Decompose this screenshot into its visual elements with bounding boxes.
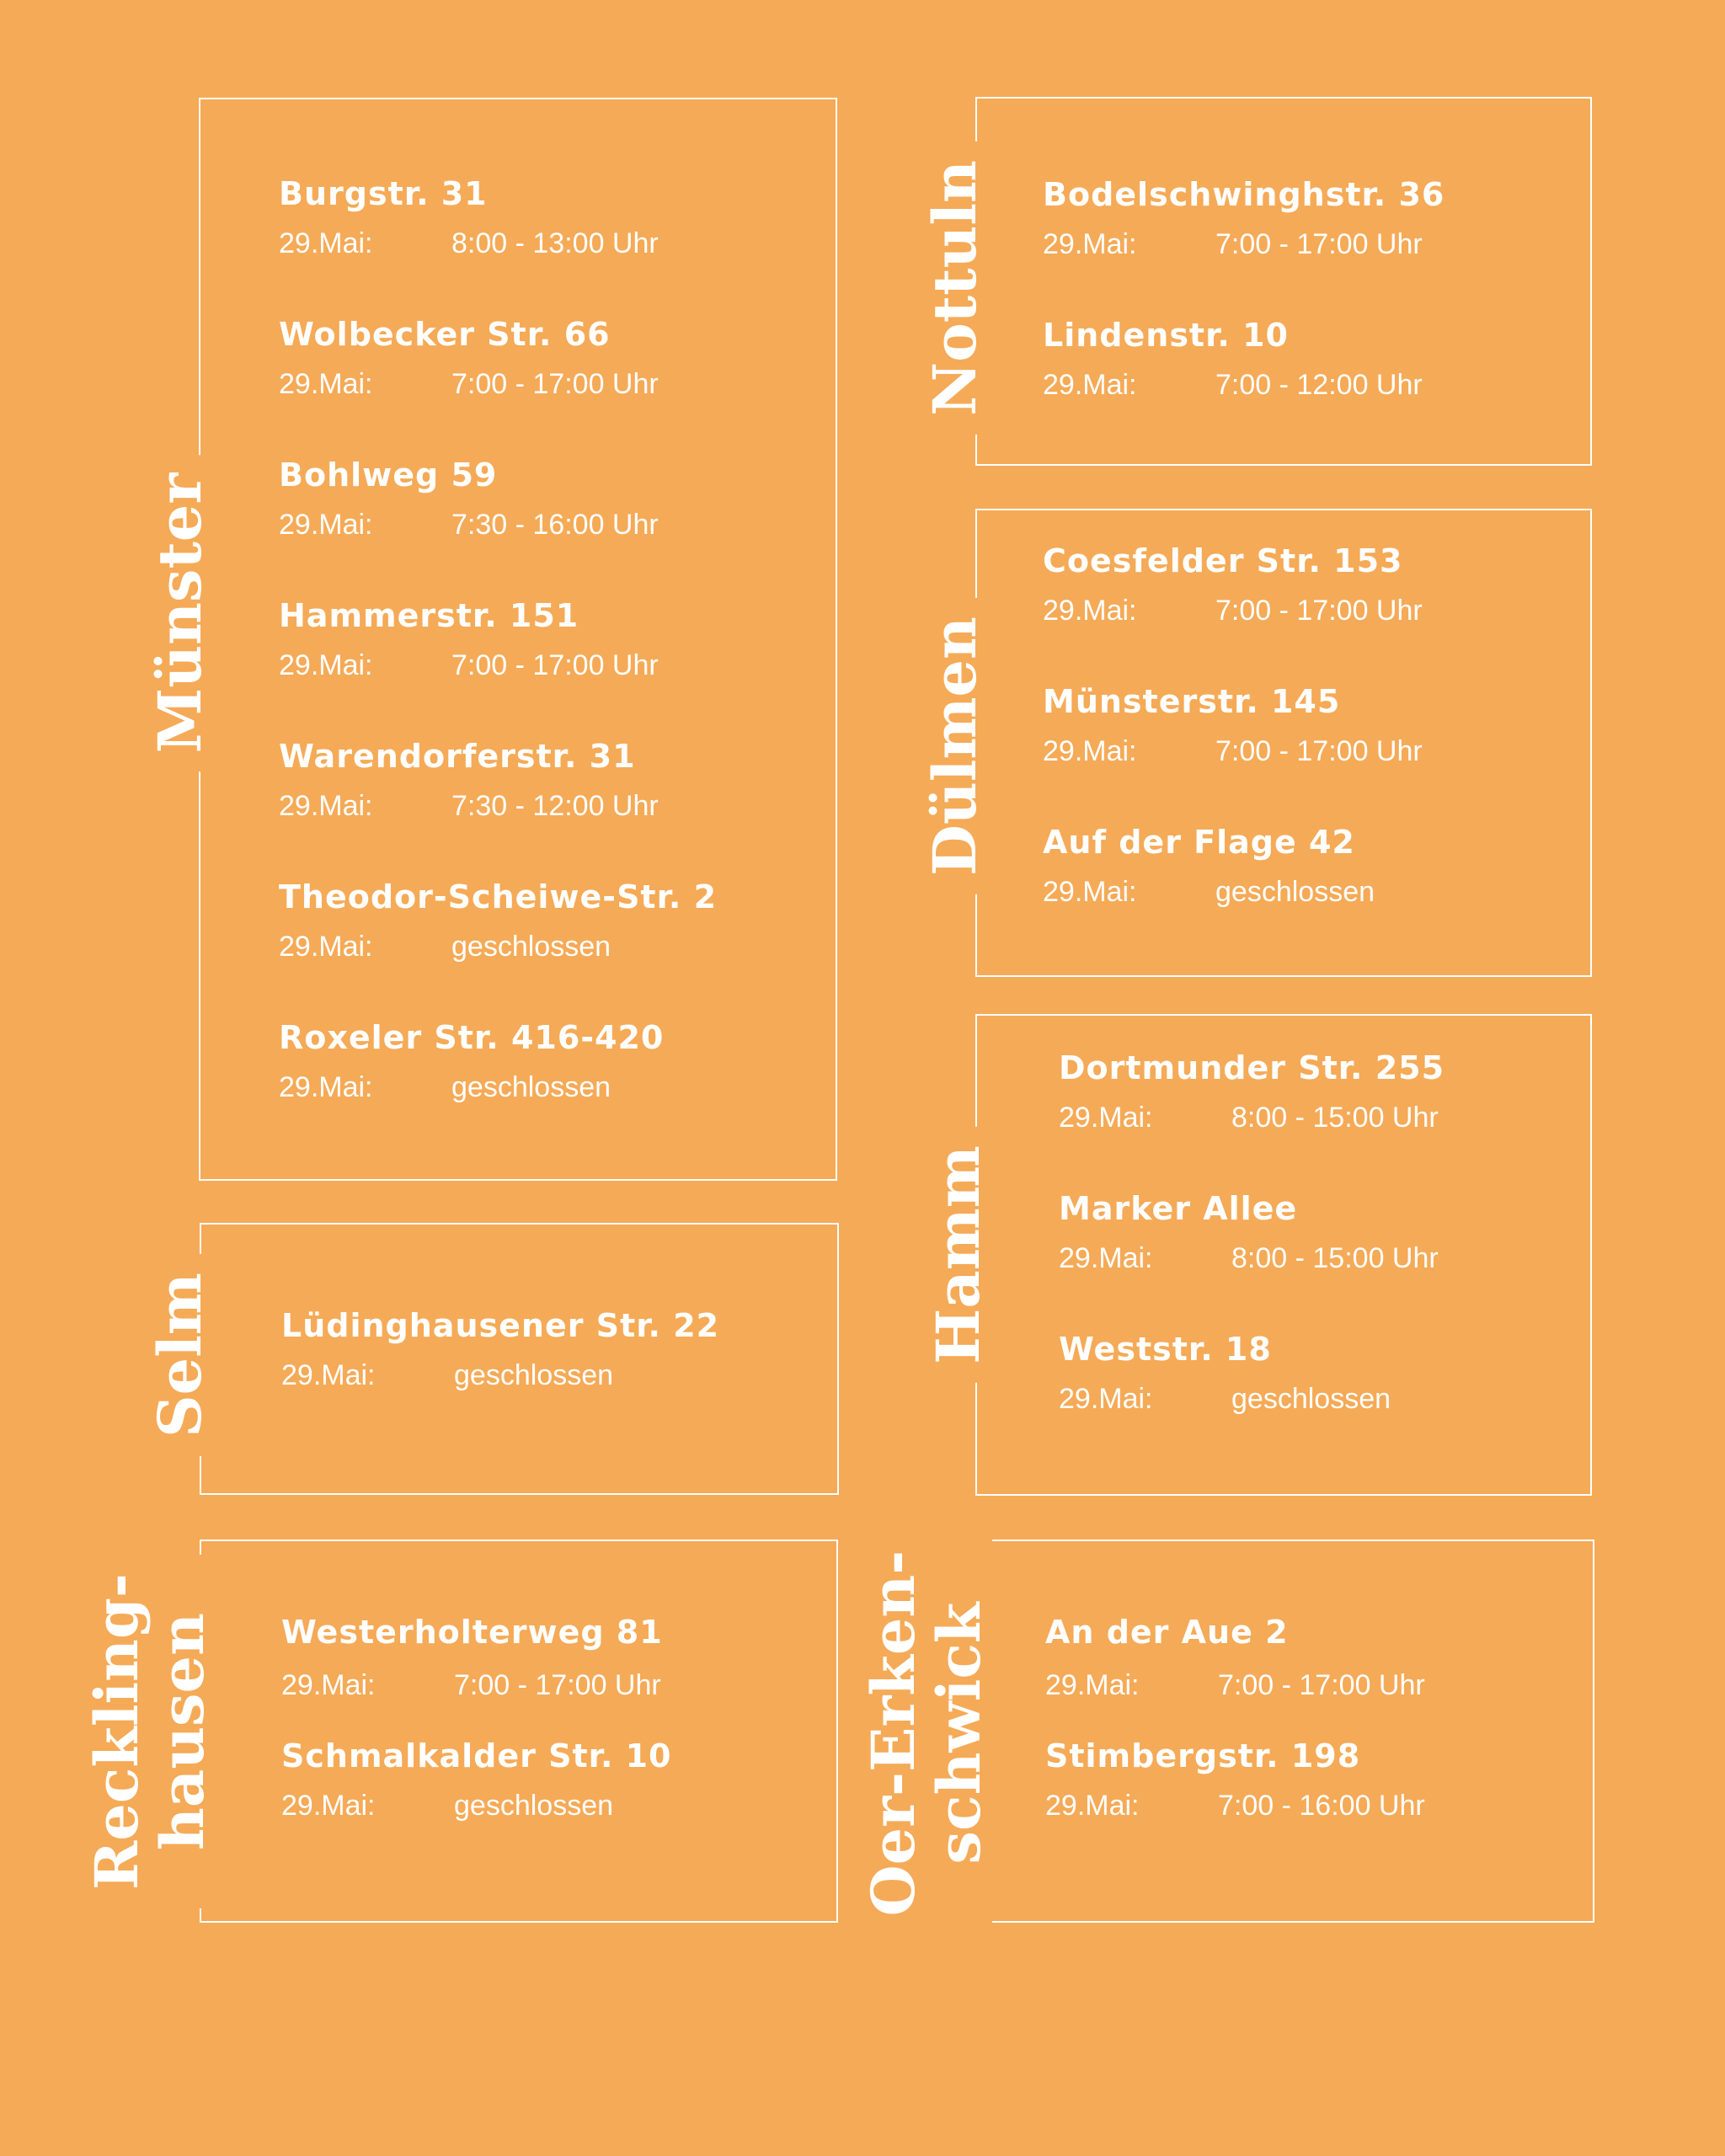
list-item — [1043, 175, 1445, 263]
list-item — [281, 1737, 672, 1824]
date-label: 29.Mai: — [1043, 595, 1137, 627]
date-label: 29.Mai: — [279, 931, 373, 963]
date-label: 29.Mai: — [279, 227, 373, 259]
list-item — [1043, 316, 1423, 403]
city-label-selm: Selm — [147, 1254, 213, 1456]
city-label-line-1: Reckling- — [82, 1573, 152, 1890]
list-item — [1043, 542, 1423, 629]
street-name: Auf der Flage 42 — [1043, 824, 1355, 861]
date-label: 29.Mai: — [281, 1790, 376, 1822]
date-label: 29.Mai: — [279, 509, 373, 541]
opening-hours: 7:00 - 17:00 Uhr — [1218, 1669, 1425, 1701]
list-item — [1043, 682, 1423, 770]
list-item — [279, 878, 717, 965]
opening-hours: geschlossen — [1215, 876, 1375, 908]
street-name: Roxeler Str. 416-420 — [279, 1019, 665, 1056]
opening-hours: 7:00 - 17:00 Uhr — [451, 649, 659, 681]
date-label: 29.Mai: — [1043, 876, 1137, 908]
street-name: Lüdinghausener Str. 22 — [281, 1307, 720, 1344]
street-name: Burgstr. 31 — [279, 175, 488, 212]
list-item — [279, 596, 659, 684]
list-item — [1045, 1613, 1425, 1704]
opening-hours: 8:00 - 15:00 Uhr — [1231, 1242, 1439, 1274]
list-item — [281, 1613, 663, 1704]
street-name: Schmalkalder Str. 10 — [281, 1737, 672, 1774]
street-name: Bohlweg 59 — [279, 456, 498, 494]
list-item — [1059, 1049, 1445, 1136]
city-label-line-2: schwick — [924, 1602, 994, 1865]
date-label: 29.Mai: — [279, 368, 373, 400]
street-name: Weststr. 18 — [1059, 1331, 1272, 1368]
street-name: Bodelschwinghstr. 36 — [1043, 176, 1445, 213]
street-name: Hammerstr. 151 — [279, 597, 579, 634]
opening-hours: 8:00 - 13:00 Uhr — [451, 227, 659, 259]
street-name: Lindenstr. 10 — [1043, 317, 1289, 354]
street-name: Münsterstr. 145 — [1043, 683, 1341, 720]
date-label: 29.Mai: — [1043, 228, 1137, 260]
opening-hours: geschlossen — [1231, 1383, 1391, 1415]
date-label: 29.Mai: — [279, 649, 373, 681]
date-label: 29.Mai: — [279, 1071, 373, 1103]
list-item — [1059, 1189, 1439, 1277]
date-label: 29.Mai: — [1045, 1790, 1140, 1822]
city-label-recklinghausen — [84, 1555, 216, 1908]
street-name: Theodor-Scheiwe-Str. 2 — [279, 878, 718, 915]
city-label-nottuln: Nottuln — [922, 141, 988, 435]
opening-hours: 7:00 - 17:00 Uhr — [1215, 735, 1423, 767]
list-item — [1043, 823, 1375, 910]
date-label: 29.Mai: — [279, 790, 373, 822]
list-item — [279, 174, 659, 262]
date-label: 29.Mai: — [1043, 369, 1137, 401]
street-name: Westerholterweg 81 — [281, 1614, 663, 1651]
city-label-hamm: Hamm — [926, 1127, 991, 1383]
list-item — [1045, 1737, 1425, 1824]
date-label: 29.Mai: — [1045, 1669, 1140, 1701]
opening-hours: geschlossen — [451, 1071, 611, 1103]
opening-hours: geschlossen — [454, 1790, 614, 1822]
date-label: 29.Mai: — [1059, 1383, 1153, 1415]
opening-hours: 7:30 - 12:00 Uhr — [451, 790, 659, 822]
date-label: 29.Mai: — [1059, 1102, 1153, 1134]
opening-hours: geschlossen — [451, 931, 611, 963]
location-box-nottuln — [975, 97, 1592, 466]
list-item — [279, 315, 659, 403]
city-label-line-2: hausen — [147, 1613, 217, 1850]
street-name: Stimbergstr. 198 — [1045, 1737, 1361, 1774]
opening-hours: 7:00 - 12:00 Uhr — [1215, 369, 1423, 401]
city-label-duelmen: Dülmen — [922, 598, 988, 894]
street-name: Coesfelder Str. 153 — [1043, 542, 1403, 579]
street-name: Warendorferstr. 31 — [279, 738, 636, 775]
list-item — [281, 1306, 719, 1394]
opening-hours: 7:00 - 17:00 Uhr — [454, 1669, 661, 1701]
city-label-line-1: Oer-Erken- — [858, 1550, 928, 1917]
opening-hours: 7:00 - 17:00 Uhr — [1215, 228, 1423, 260]
opening-hours: 8:00 - 15:00 Uhr — [1231, 1102, 1439, 1134]
list-item — [1059, 1330, 1391, 1417]
location-box-recklinghausen — [200, 1540, 838, 1923]
date-label: 29.Mai: — [281, 1359, 376, 1391]
date-label: 29.Mai: — [281, 1669, 376, 1701]
opening-hours: 7:00 - 16:00 Uhr — [1218, 1790, 1425, 1822]
list-item — [279, 737, 659, 825]
opening-hours: 7:00 - 17:00 Uhr — [1215, 595, 1423, 627]
location-box-oer-erkenschwick — [977, 1540, 1594, 1923]
street-name: Wolbecker Str. 66 — [279, 316, 611, 353]
street-name: An der Aue 2 — [1045, 1614, 1289, 1651]
date-label: 29.Mai: — [1059, 1242, 1153, 1274]
street-name: Dortmunder Str. 255 — [1059, 1049, 1445, 1086]
opening-hours: geschlossen — [454, 1359, 614, 1391]
street-name: Marker Allee — [1059, 1190, 1298, 1227]
city-label-oer-erkenschwick — [858, 1532, 994, 1935]
opening-hours: 7:00 - 17:00 Uhr — [451, 368, 659, 400]
opening-hours: 7:30 - 16:00 Uhr — [451, 509, 659, 541]
list-item — [279, 456, 659, 543]
date-label: 29.Mai: — [1043, 735, 1137, 767]
city-label-muenster: Münster — [147, 455, 213, 771]
list-item — [279, 1018, 664, 1106]
